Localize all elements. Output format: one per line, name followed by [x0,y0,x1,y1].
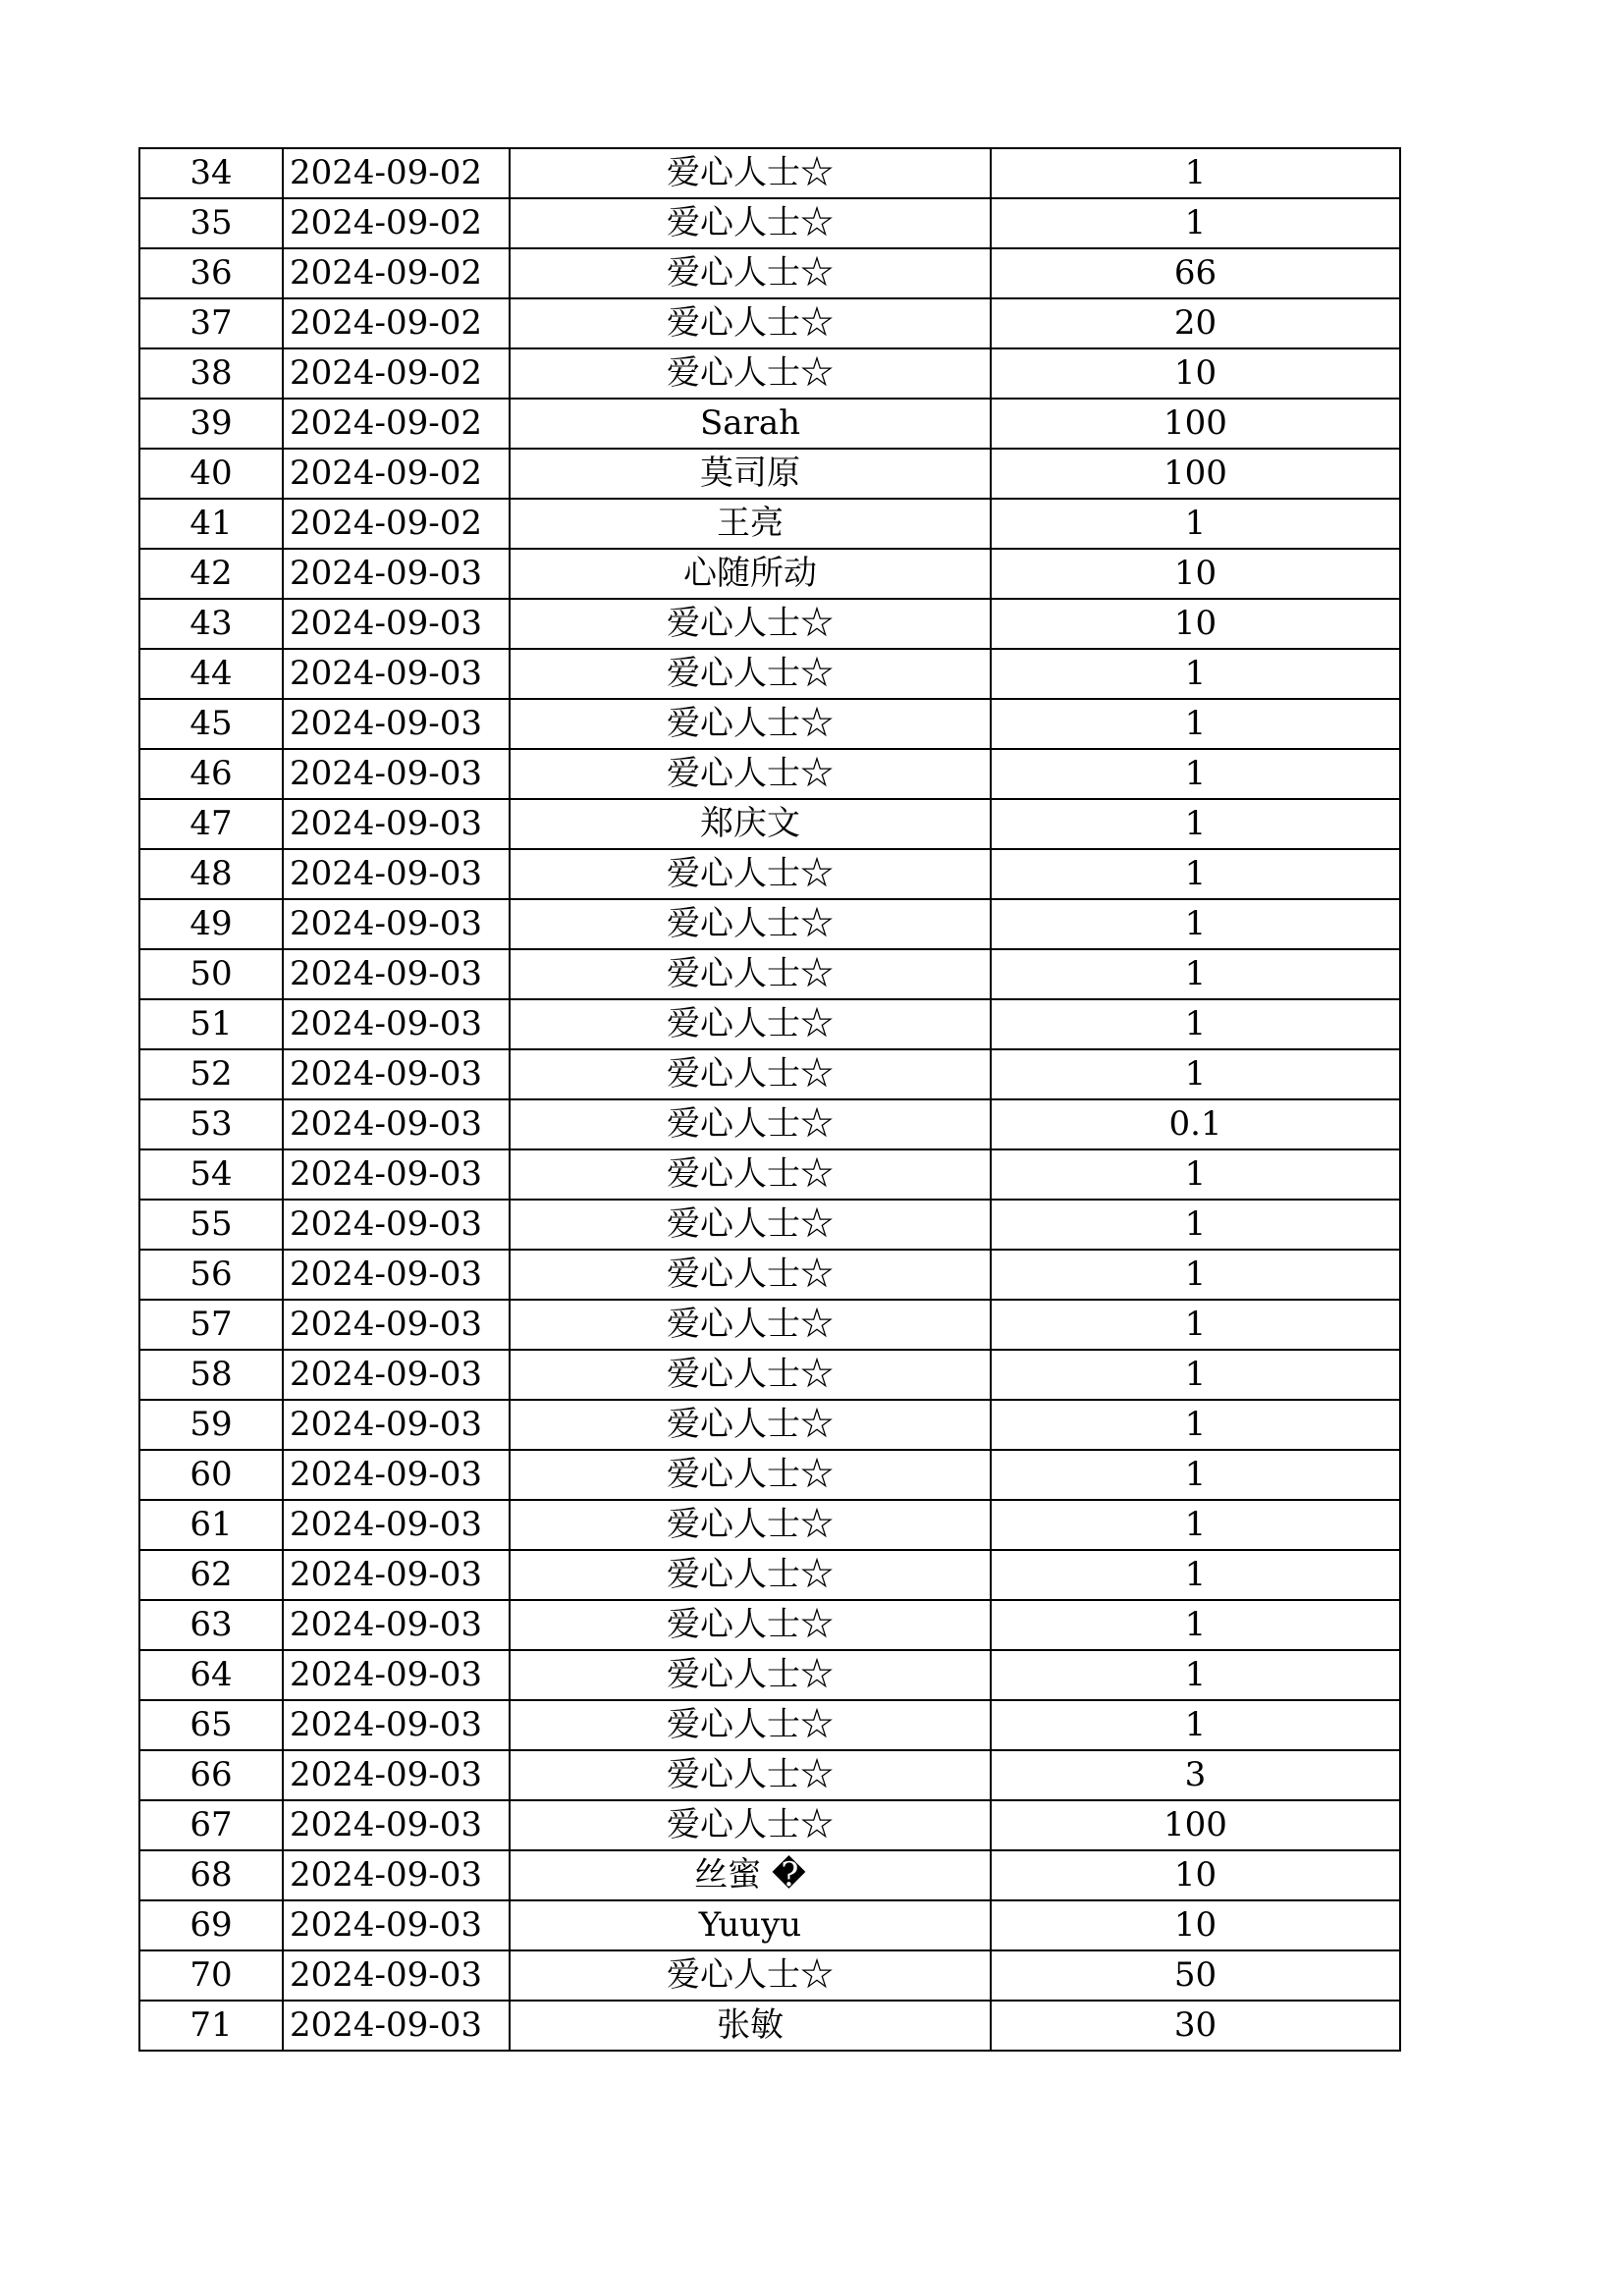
row-number-cell: 47 [139,799,283,849]
amount-cell: 30 [991,2001,1400,2051]
date-cell: 2024-09-03 [283,1200,510,1250]
donor-name-cell: Yuuyu [510,1900,991,1950]
donor-name-cell: 爱心人士☆ [510,1350,991,1400]
table-row [139,298,1400,348]
table-row [139,899,1400,949]
donor-name-cell: 爱心人士☆ [510,1099,991,1149]
row-number-cell: 45 [139,699,283,749]
table-row [139,1900,1400,1950]
table-row [139,1550,1400,1600]
table-row [139,649,1400,699]
donor-name-cell: 郑庆文 [510,799,991,849]
row-number-cell: 41 [139,499,283,549]
row-number-cell: 51 [139,999,283,1049]
date-cell: 2024-09-03 [283,1950,510,2001]
amount-cell: 50 [991,1950,1400,2001]
row-number-cell: 58 [139,1350,283,1400]
date-cell: 2024-09-02 [283,298,510,348]
date-cell: 2024-09-03 [283,649,510,699]
row-number-cell: 57 [139,1300,283,1350]
table-row [139,849,1400,899]
date-cell: 2024-09-03 [283,1500,510,1550]
donor-name-cell: 爱心人士☆ [510,1650,991,1700]
date-cell: 2024-09-03 [283,1400,510,1450]
amount-cell: 1 [991,749,1400,799]
table-row [139,699,1400,749]
row-number-cell: 66 [139,1750,283,1800]
row-number-cell: 35 [139,198,283,248]
table-row [139,1950,1400,2001]
amount-cell: 0.1 [991,1099,1400,1149]
table-row [139,1700,1400,1750]
date-cell: 2024-09-03 [283,949,510,999]
donor-name-cell: 爱心人士☆ [510,1700,991,1750]
amount-cell: 10 [991,549,1400,599]
row-number-cell: 37 [139,298,283,348]
row-number-cell: 42 [139,549,283,599]
date-cell: 2024-09-03 [283,549,510,599]
amount-cell: 1 [991,1500,1400,1550]
donor-name-cell: 爱心人士☆ [510,148,991,198]
date-cell: 2024-09-03 [283,699,510,749]
donor-name-cell: 爱心人士☆ [510,348,991,399]
amount-cell: 10 [991,348,1400,399]
date-cell: 2024-09-03 [283,1650,510,1700]
amount-cell: 1 [991,1049,1400,1099]
amount-cell: 1 [991,1700,1400,1750]
amount-cell: 1 [991,1450,1400,1500]
amount-cell: 1 [991,198,1400,248]
date-cell: 2024-09-03 [283,1450,510,1500]
donor-name-cell: 爱心人士☆ [510,899,991,949]
date-cell: 2024-09-02 [283,499,510,549]
date-cell: 2024-09-03 [283,1700,510,1750]
date-cell: 2024-09-03 [283,1550,510,1600]
date-cell: 2024-09-03 [283,799,510,849]
amount-cell: 1 [991,499,1400,549]
donor-name-cell: 爱心人士☆ [510,1450,991,1500]
row-number-cell: 67 [139,1800,283,1850]
table-row [139,198,1400,248]
amount-cell: 1 [991,1600,1400,1650]
amount-cell: 20 [991,298,1400,348]
date-cell: 2024-09-03 [283,999,510,1049]
table-row [139,999,1400,1049]
row-number-cell: 49 [139,899,283,949]
amount-cell: 1 [991,1250,1400,1300]
donor-name-cell: 王亮 [510,499,991,549]
donor-name-cell: 心随所动 [510,549,991,599]
table-row [139,749,1400,799]
amount-cell: 3 [991,1750,1400,1800]
donor-name-cell: 张敏 [510,2001,991,2051]
date-cell: 2024-09-03 [283,1149,510,1200]
amount-cell: 1 [991,849,1400,899]
table-row [139,1250,1400,1300]
row-number-cell: 64 [139,1650,283,1700]
amount-cell: 1 [991,1400,1400,1450]
row-number-cell: 38 [139,348,283,399]
date-cell: 2024-09-03 [283,1250,510,1300]
date-cell: 2024-09-03 [283,1800,510,1850]
table-row [139,1149,1400,1200]
amount-cell: 1 [991,1200,1400,1250]
row-number-cell: 52 [139,1049,283,1099]
donor-name-cell: 莫司原 [510,449,991,499]
donor-name-cell: 爱心人士☆ [510,1250,991,1300]
donor-name-cell: 爱心人士☆ [510,1600,991,1650]
date-cell: 2024-09-02 [283,348,510,399]
amount-cell: 1 [991,1300,1400,1350]
date-cell: 2024-09-03 [283,1099,510,1149]
amount-cell: 1 [991,799,1400,849]
amount-cell: 100 [991,399,1400,449]
donor-name-cell: 丝蜜 � [510,1850,991,1900]
date-cell: 2024-09-02 [283,248,510,298]
donor-name-cell: 爱心人士☆ [510,1049,991,1099]
row-number-cell: 34 [139,148,283,198]
amount-cell: 1 [991,1350,1400,1400]
row-number-cell: 59 [139,1400,283,1450]
amount-cell: 100 [991,449,1400,499]
table-row [139,599,1400,649]
donor-name-cell: Sarah [510,399,991,449]
table-row [139,1850,1400,1900]
date-cell: 2024-09-03 [283,2001,510,2051]
donor-name-cell: 爱心人士☆ [510,1800,991,1850]
row-number-cell: 39 [139,399,283,449]
amount-cell: 1 [991,949,1400,999]
table-row [139,1049,1400,1099]
row-number-cell: 43 [139,599,283,649]
table-row [139,2001,1400,2051]
table-row [139,949,1400,999]
amount-cell: 10 [991,599,1400,649]
row-number-cell: 53 [139,1099,283,1149]
row-number-cell: 54 [139,1149,283,1200]
date-cell: 2024-09-03 [283,1900,510,1950]
donor-name-cell: 爱心人士☆ [510,1200,991,1250]
row-number-cell: 56 [139,1250,283,1300]
amount-cell: 10 [991,1900,1400,1950]
table-row [139,499,1400,549]
row-number-cell: 65 [139,1700,283,1750]
table-row [139,248,1400,298]
table-row [139,1200,1400,1250]
row-number-cell: 55 [139,1200,283,1250]
donor-name-cell: 爱心人士☆ [510,1400,991,1450]
donor-name-cell: 爱心人士☆ [510,1950,991,2001]
amount-cell: 1 [991,699,1400,749]
date-cell: 2024-09-03 [283,1300,510,1350]
date-cell: 2024-09-03 [283,749,510,799]
table-row [139,1800,1400,1850]
table-row [139,399,1400,449]
donor-name-cell: 爱心人士☆ [510,1750,991,1800]
table-row [139,348,1400,399]
donation-table-body [139,148,1400,2051]
donor-name-cell: 爱心人士☆ [510,1300,991,1350]
row-number-cell: 70 [139,1950,283,2001]
amount-cell: 10 [991,1850,1400,1900]
date-cell: 2024-09-03 [283,599,510,649]
amount-cell: 1 [991,1149,1400,1200]
donor-name-cell: 爱心人士☆ [510,1149,991,1200]
table-row [139,449,1400,499]
table-row [139,148,1400,198]
row-number-cell: 36 [139,248,283,298]
donor-name-cell: 爱心人士☆ [510,298,991,348]
date-cell: 2024-09-03 [283,1049,510,1099]
row-number-cell: 44 [139,649,283,699]
table-row [139,1750,1400,1800]
date-cell: 2024-09-02 [283,148,510,198]
table-row [139,549,1400,599]
donation-table [138,147,1401,2052]
date-cell: 2024-09-02 [283,198,510,248]
table-row [139,1500,1400,1550]
amount-cell: 1 [991,899,1400,949]
date-cell: 2024-09-02 [283,399,510,449]
table-row [139,1450,1400,1500]
amount-cell: 1 [991,1650,1400,1700]
donor-name-cell: 爱心人士☆ [510,649,991,699]
row-number-cell: 61 [139,1500,283,1550]
date-cell: 2024-09-02 [283,449,510,499]
date-cell: 2024-09-03 [283,899,510,949]
donor-name-cell: 爱心人士☆ [510,198,991,248]
row-number-cell: 69 [139,1900,283,1950]
table-row [139,1350,1400,1400]
table-row [139,1600,1400,1650]
donor-name-cell: 爱心人士☆ [510,749,991,799]
amount-cell: 1 [991,148,1400,198]
row-number-cell: 63 [139,1600,283,1650]
row-number-cell: 71 [139,2001,283,2051]
amount-cell: 1 [991,999,1400,1049]
donor-name-cell: 爱心人士☆ [510,1550,991,1600]
row-number-cell: 48 [139,849,283,899]
donor-name-cell: 爱心人士☆ [510,248,991,298]
donor-name-cell: 爱心人士☆ [510,599,991,649]
date-cell: 2024-09-03 [283,1600,510,1650]
row-number-cell: 46 [139,749,283,799]
donor-name-cell: 爱心人士☆ [510,999,991,1049]
row-number-cell: 60 [139,1450,283,1500]
table-row [139,1300,1400,1350]
table-row [139,1650,1400,1700]
date-cell: 2024-09-03 [283,1750,510,1800]
donor-name-cell: 爱心人士☆ [510,1500,991,1550]
amount-cell: 66 [991,248,1400,298]
date-cell: 2024-09-03 [283,1850,510,1900]
row-number-cell: 40 [139,449,283,499]
date-cell: 2024-09-03 [283,1350,510,1400]
donor-name-cell: 爱心人士☆ [510,849,991,899]
amount-cell: 1 [991,1550,1400,1600]
row-number-cell: 50 [139,949,283,999]
amount-cell: 1 [991,649,1400,699]
date-cell: 2024-09-03 [283,849,510,899]
table-row [139,799,1400,849]
row-number-cell: 68 [139,1850,283,1900]
table-row [139,1099,1400,1149]
row-number-cell: 62 [139,1550,283,1600]
table-row [139,1400,1400,1450]
donor-name-cell: 爱心人士☆ [510,949,991,999]
amount-cell: 100 [991,1800,1400,1850]
donor-name-cell: 爱心人士☆ [510,699,991,749]
